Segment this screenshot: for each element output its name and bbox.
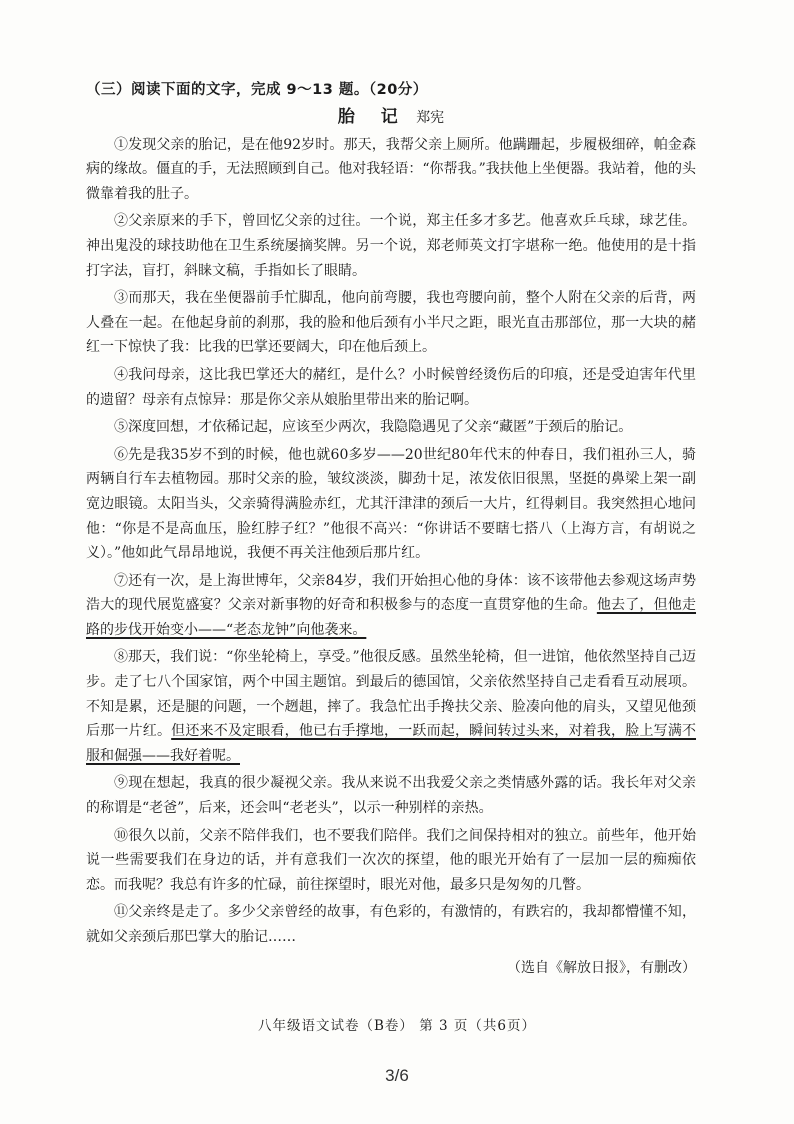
paragraph-10: ⑩很久以前，父亲不陪伴我们，也不要我们陪伴。我们之间保持相对的独立。前些年，他开始说一些需要我们在身边的话，并有意我们一次次的探望，他的眼光开始有了一层加一层的痴痴依恋。而我呢？我总有许多的忙碌，前往探望时，眼光对他，最多只是匆匆的几瞥。 — [86, 827, 696, 893]
passage-title: 胎 记 — [337, 106, 408, 127]
paragraph-4: ④我问母亲，这比我巴掌还大的赭红，是什么？小时候曾经烫伤后的印痕，还是受迫害年代里的遗留？母亲有点惊异：那是你父亲从娘胎里带出来的胎记啊。 — [86, 366, 696, 408]
page-indicator: 3/6 — [385, 1066, 409, 1085]
paragraph-5: ⑤深度回想，才依稀记起，应该至少两次，我隐隐遇见了父亲“藏匿”于颈后的胎记。 — [114, 419, 633, 436]
page-footer: 八年级语文试卷（B卷） 第 3 页（共6页） — [258, 1018, 536, 1034]
reading-section — [86, 78, 696, 980]
passage-author: 郑宪 — [416, 109, 445, 126]
question-heading: （三）阅读下面的文字，完成 9～13 题。（20分） — [86, 82, 428, 98]
paragraph-1: ①发现父亲的胎记，是在他92岁时。那天，我帮父亲上厕所。他蹒跚起，步履极细碎，帕金森病的缘故。僵直的手，无法照顾到自己。他对我轻语：“你帮我。”我扶他上坐便器。我站着，他的头微靠着我的肚子。 — [86, 136, 696, 202]
source-note: （选自《解放日报》，有删改） — [507, 959, 696, 976]
paragraph-7: ⑦还有一次，是上海世博年，父亲84岁，我们开始担心他的身体：该不该带他去参观这场声势浩大的现代展览盛宴？父亲对新事物的好奇和积极参与的态度一直贯穿他的生命。他去了，但他走路的步伐开始变小——“老态龙钟”向他袭来。 — [86, 572, 697, 638]
paragraph-11: ⑪父亲终是走了。多少父亲曾经的故事，有色彩的，有激情的，有跌宕的，我却都懵懂不知，就如父亲颈后那巴掌大的胎记…… — [86, 904, 696, 945]
underlined-sentence-8: 但还来不及定眼看，他已右手撑地，一跃而起，瞬间转过头来，对着我，脸上写满不服和倔强——我好着呢。 — [86, 723, 697, 764]
paragraph-6: ⑥先是我35岁不到的时候，他也就60多岁——20世纪80年代末的仲春日，我们祖孙三人，骑两辆自行车去植物园。那时父亲的脸，皱纹淡淡，脚劲十足，浓发依旧很黑，坚挺的鼻梁上架一副宽边眼镜。太阳当头，父亲骑得满脸赤红，尤其汗津津的颈后一大片，红得刺目。我突然担心地问他：“你是不是高血压，脸红脖子红？”他很不高兴：“你讲话不要瞎七搭八（上海方言，有胡说之义）。”他如此气昂昂地说，我便不再关注他颈后那片红。 — [86, 446, 696, 562]
paragraph-2: ②父亲原来的手下，曾回忆父亲的过往。一个说，郑主任多才多艺。他喜欢乒乓球，球艺佳。神出鬼没的球技助他在卫生系统屡摘奖牌。另一个说，郑老师英文打字堪称一绝。他使用的是十指打字法，盲打，斜睐文稿，手指如长了眼睛。 — [86, 213, 696, 279]
paragraph-3: ③而那天，我在坐便器前手忙脚乱，他向前弯腰，我也弯腰向前，整个人附在父亲的后背，两人叠在一起。在他起身前的刹那，我的脸和他后颈有小半尺之距，眼光直击那部位，那一大块的赭红一下惊快了我：比我的巴掌还要阔大，印在他后颈上。 — [86, 290, 696, 356]
passage-title-row — [86, 105, 696, 133]
paragraph-8: ⑧那天，我们说：“你坐轮椅上，享受。”他很反感。虽然坐轮椅，但一进馆，他依然坚持自己迈步。走了七八个国家馆，两个中国主题馆。到最后的德国馆，父亲依然坚持自己走看看互动展项。不知是累，还是腿的问题，一个趔趄，摔了。我急忙出手搀扶父亲、脸凑向他的肩头，又望见他颈后那一片红。但还来不及定眼看，他已右手撑地，一跃而起，瞬间转过头来，对着我，脸上写满不服和倔强——我好着呢。 — [86, 649, 697, 764]
underlined-sentence-7: 他去了，但他走路的步伐开始变小——“老态龙钟”向他袭来。 — [86, 597, 697, 638]
paragraph-9: ⑨现在想起，我真的很少凝视父亲。我从来说不出我爱父亲之类情感外露的话。我长年对父亲的称谓是“老爸”，后来，还会叫“老老头”，以示一种别样的亲热。 — [86, 775, 696, 817]
